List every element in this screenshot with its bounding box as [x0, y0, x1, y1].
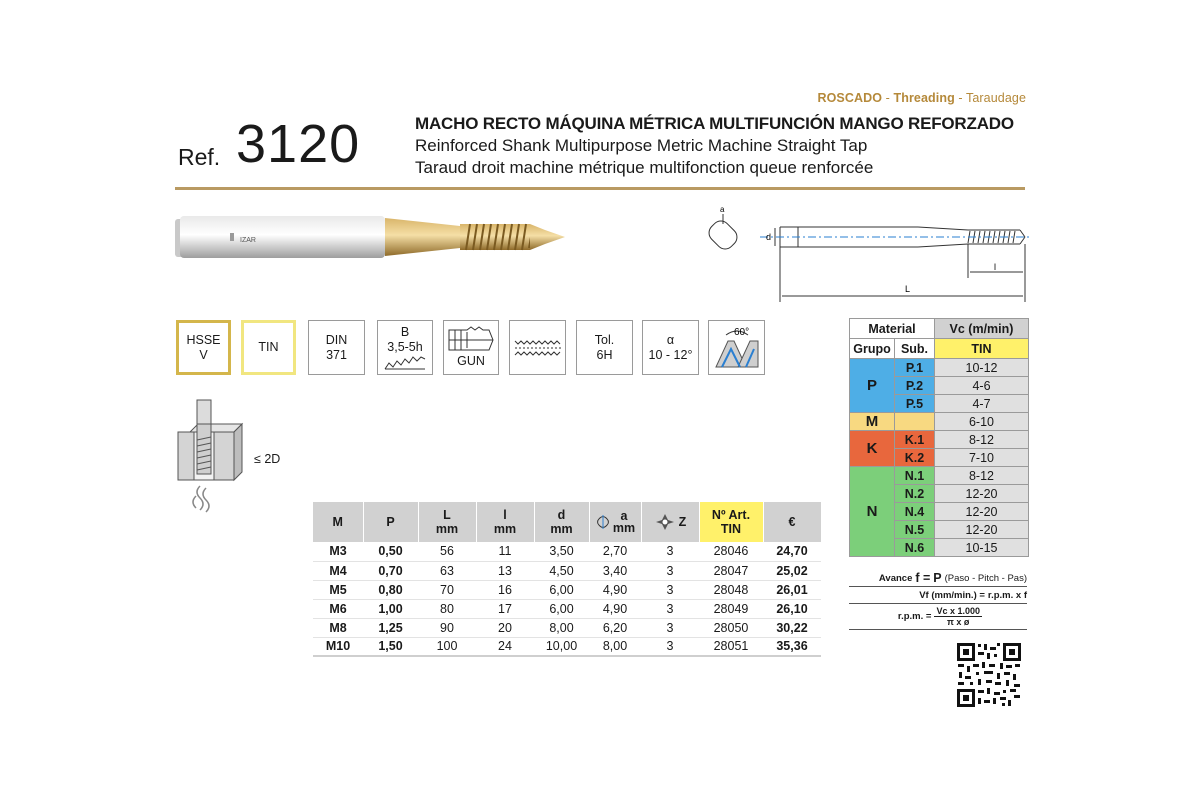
cell-m: M3	[313, 542, 363, 561]
cell-price: 26,10	[763, 599, 821, 618]
cell-art: 28047	[699, 561, 763, 580]
spec-tol-line1: Tol.	[594, 332, 615, 347]
col-header-L	[418, 502, 476, 542]
spec-din-line2: 371	[326, 347, 347, 362]
mat-header-material: Material	[850, 319, 935, 339]
formula-rpm	[849, 604, 1027, 630]
cell-l: 24	[476, 637, 534, 656]
table-row	[313, 618, 821, 637]
material-cutting-speed: 6-10	[935, 413, 1029, 431]
cell-d: 6,00	[534, 599, 589, 618]
material-cutting-speed: 12-20	[935, 503, 1029, 521]
cell-d: 3,50	[534, 542, 589, 561]
spec-din-standard	[308, 320, 365, 375]
cell-price: 24,70	[763, 542, 821, 561]
spec-form-line2: 3,5-5h	[387, 339, 423, 354]
cell-L: 70	[418, 580, 476, 599]
material-cutting-speed: 8-12	[935, 431, 1029, 449]
formula-feed-f: f =	[915, 571, 931, 585]
material-subgroup: K.2	[895, 449, 935, 467]
col-header-l	[476, 502, 534, 542]
col-header-p: P	[363, 502, 418, 542]
cell-m: M8	[313, 618, 363, 637]
cell-L: 80	[418, 599, 476, 618]
straight-flute-icon	[514, 338, 562, 358]
cell-a: 4,90	[589, 599, 641, 618]
material-cutting-speed: 10-12	[935, 359, 1029, 377]
material-cutting-speed: 12-20	[935, 485, 1029, 503]
material-cutting-speed: 10-15	[935, 539, 1029, 557]
spec-tol-line2: 6H	[596, 347, 613, 362]
col-header-L-label: L	[443, 508, 451, 522]
cell-price: 25,02	[763, 561, 821, 580]
thread-angle-icon	[712, 325, 762, 371]
cell-art: 28050	[699, 618, 763, 637]
material-row	[850, 467, 1029, 485]
table-row	[313, 561, 821, 580]
cell-l: 11	[476, 542, 534, 561]
cell-z: 3	[641, 637, 699, 656]
material-group-m: M	[850, 413, 895, 431]
material-subgroup: K.1	[895, 431, 935, 449]
dimensions-table	[313, 502, 822, 657]
cell-p: 1,25	[363, 618, 418, 637]
spec-alpha-symbol: α	[666, 332, 675, 347]
cell-art: 28048	[699, 580, 763, 599]
table-row	[313, 542, 821, 561]
cell-p: 0,80	[363, 580, 418, 599]
formula-feed	[849, 570, 1027, 587]
cell-l: 17	[476, 599, 534, 618]
cell-p: 0,70	[363, 561, 418, 580]
cell-art: 28051	[699, 637, 763, 656]
formula-rpm-fraction	[934, 606, 982, 627]
spec-thread-angle	[708, 320, 765, 375]
material-cutting-speed: 4-6	[935, 377, 1029, 395]
cell-L: 100	[418, 637, 476, 656]
cell-price: 26,01	[763, 580, 821, 599]
cell-L: 63	[418, 561, 476, 580]
col-header-l-label: l	[503, 508, 507, 522]
cell-z: 3	[641, 599, 699, 618]
material-cutting-speed: 8-12	[935, 467, 1029, 485]
ref-label: Ref.	[178, 144, 221, 170]
category-en: Threading	[893, 91, 955, 105]
cell-L: 56	[418, 542, 476, 561]
mat-header-tin: TIN	[935, 339, 1029, 359]
col-header-m: M	[313, 502, 363, 542]
header-divider	[175, 187, 1025, 190]
material-subgroup: N.2	[895, 485, 935, 503]
spec-din-line1: DIN	[325, 332, 348, 347]
col-header-d-label: d	[557, 508, 566, 522]
drawing-label-l: l	[994, 262, 996, 272]
cutting-speed-table	[849, 318, 1029, 557]
cell-L: 90	[418, 618, 476, 637]
col-header-a	[589, 502, 641, 542]
material-row	[850, 431, 1029, 449]
technical-drawing	[700, 200, 1030, 305]
formula-feed-p: P	[933, 571, 942, 585]
brand-mark: IZAR	[240, 237, 256, 244]
cell-d: 6,00	[534, 580, 589, 599]
col-header-price: €	[763, 502, 821, 542]
formula-vf	[849, 587, 1027, 604]
cell-a: 4,90	[589, 580, 641, 599]
spec-chamfer-form	[377, 320, 433, 375]
col-header-article	[699, 502, 763, 542]
cell-m: M5	[313, 580, 363, 599]
cell-d: 10,00	[534, 637, 589, 656]
cell-z: 3	[641, 561, 699, 580]
col-header-a-label: a	[620, 509, 628, 523]
spec-coating-tin	[241, 320, 296, 375]
cell-l: 20	[476, 618, 534, 637]
table-row	[313, 580, 821, 599]
cell-m: M4	[313, 561, 363, 580]
max-depth-label: ≤ 2D	[254, 452, 281, 466]
drawing-label-d: d	[766, 232, 772, 242]
cell-p: 1,50	[363, 637, 418, 656]
col-header-L-unit: mm	[435, 522, 459, 536]
cell-z: 3	[641, 618, 699, 637]
category-breadcrumb	[817, 91, 1026, 105]
formulas-block	[849, 570, 1027, 630]
spec-thread-profile	[509, 320, 566, 375]
gun-point-icon	[447, 326, 495, 354]
formula-vf-right: r.p.m. x f	[987, 589, 1027, 601]
col-header-d	[534, 502, 589, 542]
col-header-a-unit: mm	[612, 521, 636, 535]
table-row	[313, 599, 821, 618]
spec-rake-angle	[642, 320, 699, 375]
spec-material-line2: V	[199, 347, 208, 362]
mat-header-vc: Vc (m/min)	[935, 319, 1029, 339]
mat-header-row-2	[850, 339, 1029, 359]
cell-price: 35,36	[763, 637, 821, 656]
spec-material-line1: HSSE	[186, 332, 221, 347]
cell-p: 0,50	[363, 542, 418, 561]
material-subgroup: N.6	[895, 539, 935, 557]
formula-vf-left: Vf (mm/min.) =	[919, 589, 985, 601]
material-group-k: K	[850, 431, 895, 467]
spec-form-line1: B	[400, 324, 410, 339]
spec-angle-label: 60°	[733, 326, 749, 338]
spec-tolerance	[576, 320, 633, 375]
drawing-label-L: L	[905, 284, 911, 294]
title-french: Taraud droit machine métrique multifonction queue renforcée	[415, 158, 874, 177]
cell-m: M6	[313, 599, 363, 618]
cell-a: 3,40	[589, 561, 641, 580]
spec-gun-label: GUN	[457, 354, 485, 368]
col-header-article-line2: TIN	[720, 522, 742, 536]
cell-z: 3	[641, 580, 699, 599]
cell-a: 8,00	[589, 637, 641, 656]
cell-l: 13	[476, 561, 534, 580]
chamfer-thread-icon	[383, 355, 427, 371]
material-subgroup: P.2	[895, 377, 935, 395]
title-spanish: MACHO RECTO MÁQUINA MÉTRICA MULTIFUNCIÓN MANGO REFORZADO	[415, 114, 1014, 133]
col-header-l-unit: mm	[493, 522, 517, 536]
spec-alpha-value: 10 - 12°	[648, 347, 693, 362]
category-es: ROSCADO	[817, 91, 883, 105]
spec-gun-point	[443, 320, 499, 375]
category-separator: -	[882, 91, 894, 105]
formula-rpm-left: r.p.m. =	[897, 611, 932, 622]
mat-header-grupo: Grupo	[850, 339, 895, 359]
tap-product-photo	[170, 208, 570, 268]
col-header-z-label: Z	[678, 515, 687, 529]
col-header-article-line1: Nº Art.	[711, 508, 751, 522]
table-row	[313, 637, 821, 656]
material-subgroup: N.1	[895, 467, 935, 485]
cell-a: 2,70	[589, 542, 641, 561]
cell-a: 6,20	[589, 618, 641, 637]
cell-p: 1,00	[363, 599, 418, 618]
mat-header-sub: Sub.	[895, 339, 935, 359]
material-cutting-speed: 7-10	[935, 449, 1029, 467]
col-header-z	[641, 502, 699, 542]
cell-art: 28049	[699, 599, 763, 618]
material-cutting-speed: 12-20	[935, 521, 1029, 539]
cell-l: 16	[476, 580, 534, 599]
blind-hole-illustration	[172, 396, 248, 526]
title-english: Reinforced Shank Multipurpose Metric Machine Straight Tap	[415, 136, 868, 155]
formula-rpm-numerator: Vc x 1.000	[936, 606, 980, 616]
col-header-d-unit: mm	[550, 522, 573, 536]
material-subgroup: P.5	[895, 395, 935, 413]
cell-d: 8,00	[534, 618, 589, 637]
material-subgroup: N.5	[895, 521, 935, 539]
material-group-n: N	[850, 467, 895, 557]
formula-feed-desc: (Paso - Pitch - Pas)	[944, 572, 1027, 584]
material-group-p: P	[850, 359, 895, 413]
mat-header-row-1	[850, 319, 1029, 339]
ref-number: 3120	[236, 114, 361, 174]
qr-code	[956, 642, 1022, 708]
spec-material-hsse	[176, 320, 231, 375]
table-header-row	[313, 502, 821, 542]
spec-coating-label: TIN	[258, 340, 279, 354]
category-fr: Taraudage	[966, 91, 1026, 105]
cell-z: 3	[641, 542, 699, 561]
drawing-label-a: a	[720, 205, 725, 214]
material-cutting-speed: 4-7	[935, 395, 1029, 413]
material-subgroup	[895, 413, 935, 431]
square-drive-icon	[595, 514, 611, 530]
formula-rpm-denominator: π x ø	[947, 617, 970, 627]
material-row	[850, 413, 1029, 431]
formula-feed-label: Avance	[878, 572, 913, 584]
material-subgroup: N.4	[895, 503, 935, 521]
flute-count-icon	[654, 512, 676, 532]
cell-d: 4,50	[534, 561, 589, 580]
category-separator: -	[954, 91, 967, 105]
material-row	[850, 359, 1029, 377]
cell-price: 30,22	[763, 618, 821, 637]
cell-art: 28046	[699, 542, 763, 561]
material-subgroup: P.1	[895, 359, 935, 377]
cell-m: M10	[313, 637, 363, 656]
